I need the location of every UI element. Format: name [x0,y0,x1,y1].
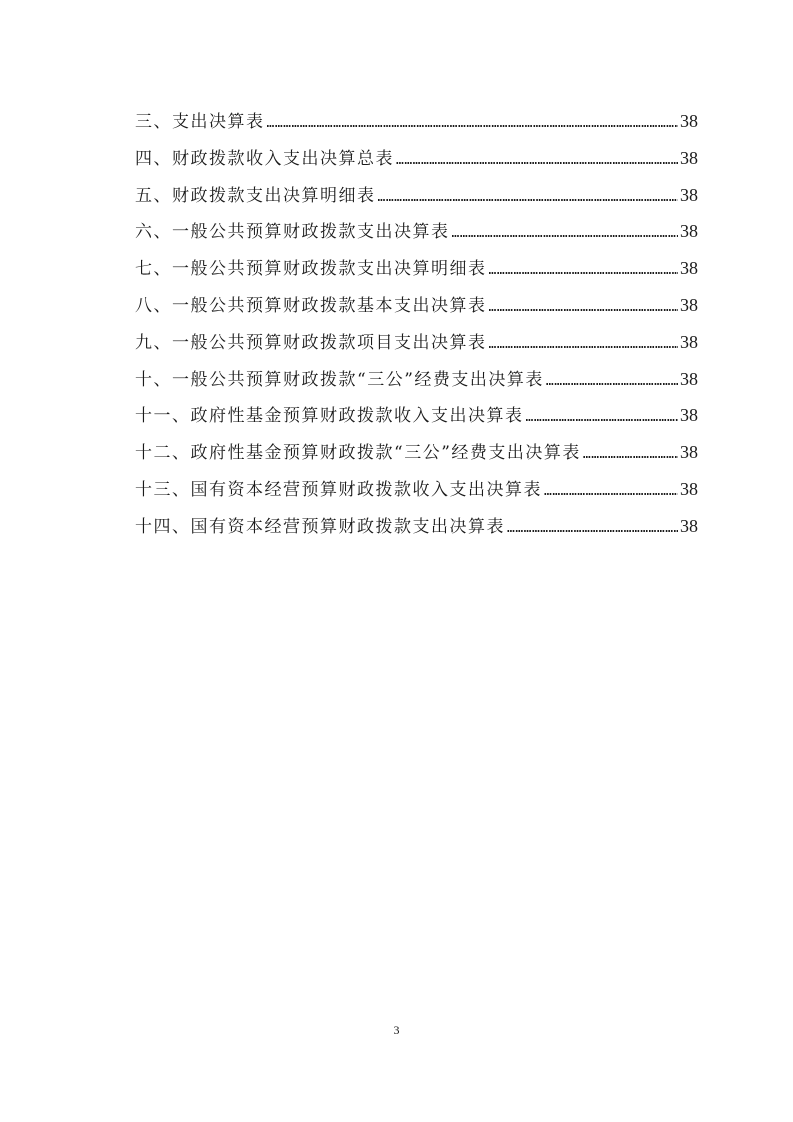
toc-leader-dots [378,180,679,217]
toc-entry[interactable] [135,177,698,214]
toc-leader-dots [489,290,679,327]
toc-leader-dots [507,511,678,548]
toc-entry[interactable] [135,324,698,361]
toc-entry[interactable] [135,508,698,545]
toc-leader-dots [489,253,679,290]
toc-entry-page: 38 [680,442,698,463]
toc-entry-page: 38 [680,258,698,279]
toc-leader-dots [267,106,679,143]
toc-entry-page: 38 [680,515,698,536]
toc-entry-title: 十四、国有资本经营预算财政拨款支出决算表 [135,516,505,537]
toc-entry-page: 38 [680,184,698,205]
toc-entry-title: 六、一般公共预算财政拨款支出决算表 [135,222,450,243]
toc-entry-title: 八、一般公共预算财政拨款基本支出决算表 [135,295,487,316]
toc-entry[interactable] [135,434,698,471]
toc-entry-title: 五、财政拨款支出决算明细表 [135,185,376,206]
toc-entry-title: 十二、政府性基金预算财政拨款“三公”经费支出决算表 [135,443,581,464]
toc-entry-page: 38 [680,294,698,315]
toc-entry-title: 三、支出决算表 [135,112,265,132]
toc-entry-page: 38 [680,405,698,426]
toc-entry-page: 38 [680,147,698,168]
toc-leader-dots [526,400,679,437]
toc-entry-title: 九、一般公共预算财政拨款项目支出决算表 [135,332,487,353]
toc-leader-dots [583,437,678,474]
toc-entry-title: 七、一般公共预算财政拨款支出决算明细表 [135,259,487,280]
toc-entry-page: 38 [680,368,698,389]
table-of-contents [135,103,698,545]
toc-entry-page: 38 [680,331,698,352]
toc-leader-dots [452,216,679,253]
page-number: 3 [393,1023,400,1037]
toc-entry[interactable] [135,103,698,140]
toc-entry-title: 十三、国有资本经营预算财政拨款收入支出决算表 [135,479,542,500]
toc-entry[interactable] [135,287,698,324]
toc-entry-title: 十、一般公共预算财政拨款“三公”经费支出决算表 [135,369,544,390]
toc-entry[interactable] [135,140,698,177]
toc-entry-page: 38 [680,221,698,242]
toc-entry-title: 四、财政拨款收入支出决算总表 [135,148,394,169]
toc-entry[interactable] [135,471,698,508]
toc-entry[interactable] [135,213,698,250]
toc-entry-page: 38 [680,478,698,499]
toc-entry[interactable] [135,361,698,398]
toc-leader-dots [396,143,678,180]
toc-entry[interactable] [135,250,698,287]
toc-leader-dots [546,364,678,401]
toc-leader-dots [489,327,679,364]
toc-entry-title: 十一、政府性基金预算财政拨款收入支出决算表 [135,406,524,427]
toc-leader-dots [544,474,678,511]
toc-entry-page: 38 [680,111,698,131]
toc-entry[interactable] [135,397,698,434]
